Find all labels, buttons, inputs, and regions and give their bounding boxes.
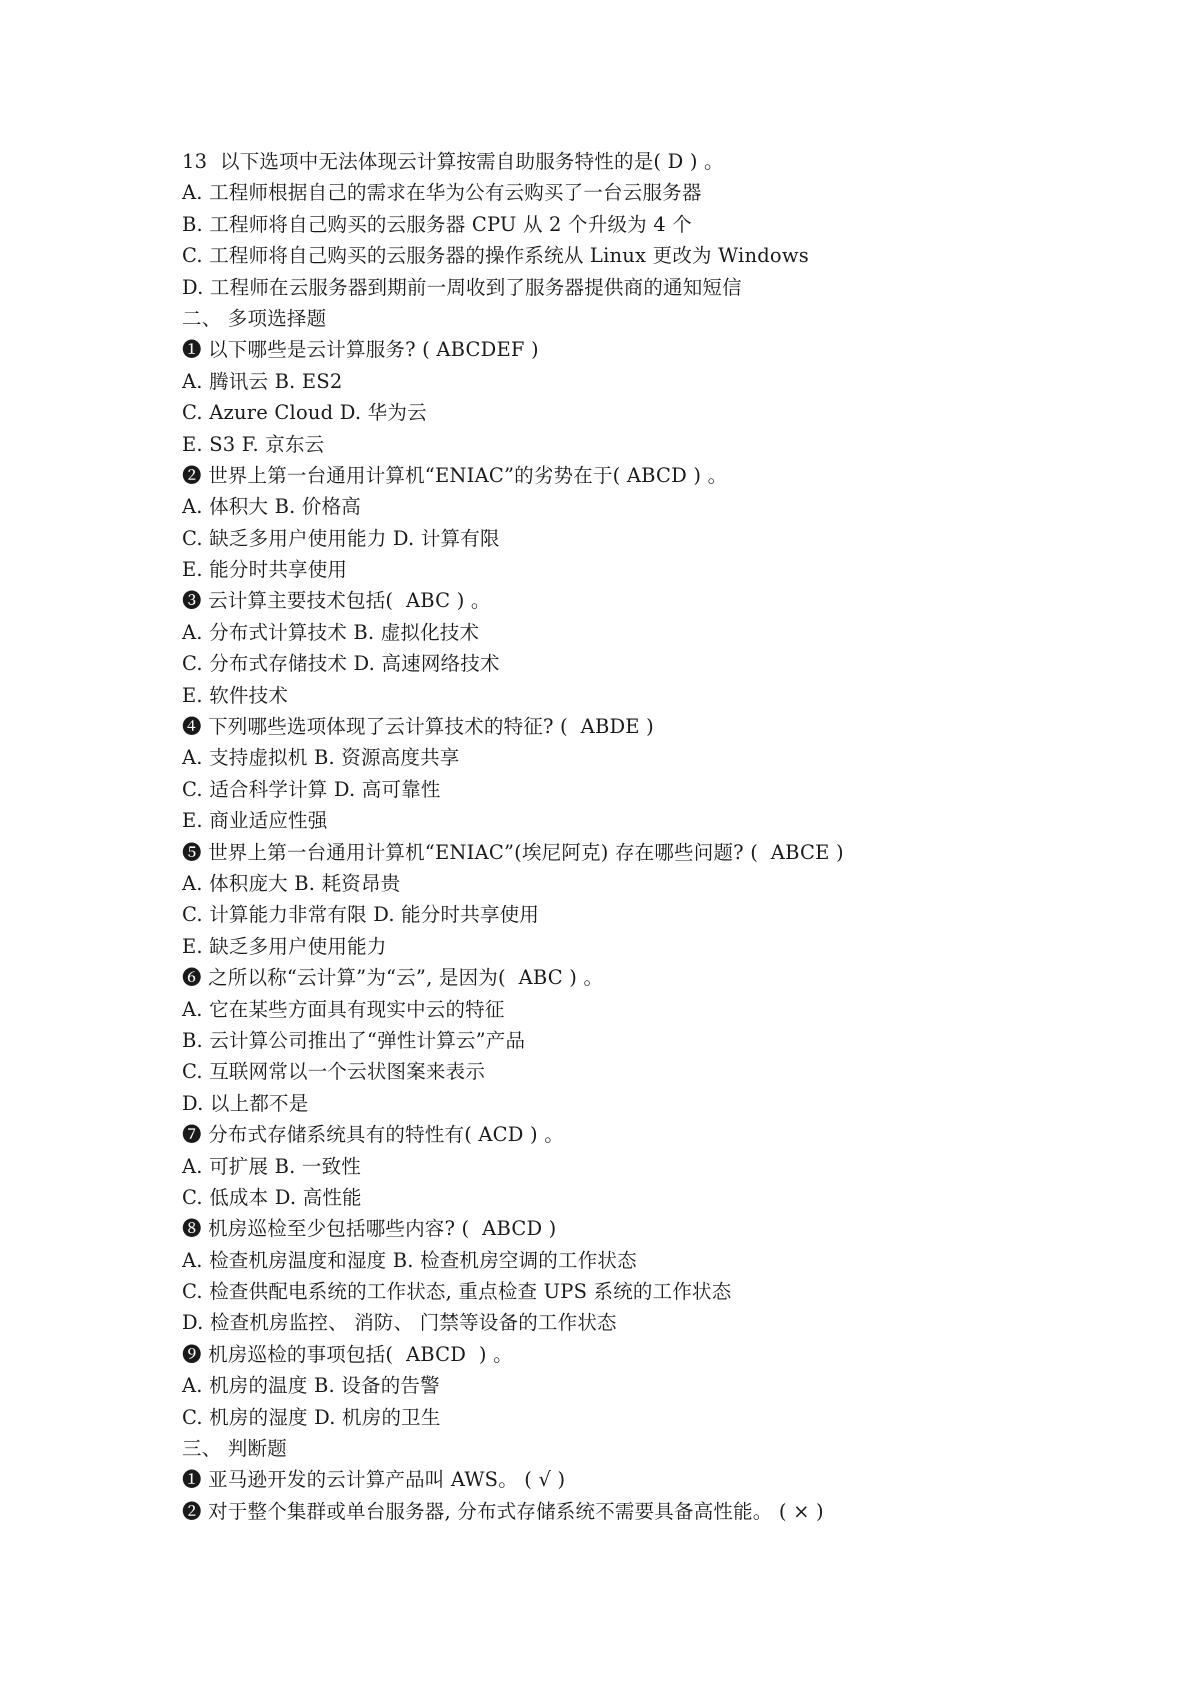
mc-question-3-option-e: E. 软件技术 <box>182 683 289 707</box>
tf-question-1: ❶ 亚马逊开发的云计算产品叫 AWS。 ( √ ) <box>182 1468 566 1492</box>
mc-question-7-options-cd: C. 低成本 D. 高性能 <box>182 1185 362 1209</box>
mc-question-8-option-d: D. 检查机房监控、 消防、 门禁等设备的工作状态 <box>182 1311 617 1335</box>
question-13-option-a: A. 工程师根据自己的需求在华为公有云购买了一台云服务器 <box>182 181 702 205</box>
question-13-option-b: B. 工程师将自己购买的云服务器 CPU 从 2 个升级为 4 个 <box>182 212 692 236</box>
tf-question-2: ❷ 对于整个集群或单台服务器, 分布式存储系统不需要具备高性能。 ( × ) <box>182 1499 824 1523</box>
mc-question-4-option-e: E. 商业适应性强 <box>182 809 328 833</box>
mc-question-1-stem: ❶ 以下哪些是云计算服务? ( ABCDEF ) <box>182 338 539 362</box>
section-heading-multiple-choice: 二、 多项选择题 <box>182 306 327 330</box>
mc-question-7-options-ab: A. 可扩展 B. 一致性 <box>182 1154 362 1178</box>
mc-question-4-options-cd: C. 适合科学计算 D. 高可靠性 <box>182 777 441 801</box>
section-heading-true-false: 三、 判断题 <box>182 1437 287 1461</box>
question-13-option-d: D. 工程师在云服务器到期前一周收到了服务器提供商的通知短信 <box>182 275 742 299</box>
mc-question-2-option-e: E. 能分时共享使用 <box>182 558 348 582</box>
mc-question-6-option-c: C. 互联网常以一个云状图案来表示 <box>182 1060 486 1084</box>
mc-question-6-option-b: B. 云计算公司推出了“弹性计算云”产品 <box>182 1028 526 1052</box>
mc-question-2-options-ab: A. 体积大 B. 价格高 <box>182 495 362 519</box>
mc-question-9-options-ab: A. 机房的温度 B. 设备的告警 <box>182 1374 440 1398</box>
mc-question-6-stem: ❻ 之所以称“云计算”为“云”, 是因为( ABC ) 。 <box>182 966 604 990</box>
mc-question-5-options-cd: C. 计算能力非常有限 D. 能分时共享使用 <box>182 903 540 927</box>
mc-question-8-options-ab: A. 检查机房温度和湿度 B. 检查机房空调的工作状态 <box>182 1248 637 1272</box>
mc-question-3-options-ab: A. 分布式计算技术 B. 虚拟化技术 <box>182 620 480 644</box>
mc-question-9-stem: ❾ 机房巡检的事项包括( ABCD ) 。 <box>182 1342 513 1366</box>
mc-question-8-option-c: C. 检查供配电系统的工作状态, 重点检查 UPS 系统的工作状态 <box>182 1280 732 1304</box>
mc-question-7-stem: ❼ 分布式存储系统具有的特性有( ACD ) 。 <box>182 1123 564 1147</box>
mc-question-6-option-d: D. 以上都不是 <box>182 1091 309 1115</box>
mc-question-2-stem: ❷ 世界上第一台通用计算机“ENIAC”的劣势在于( ABCD ) 。 <box>182 463 728 487</box>
mc-question-5-options-ab: A. 体积庞大 B. 耗资昂贵 <box>182 871 401 895</box>
mc-question-9-options-cd: C. 机房的湿度 D. 机房的卫生 <box>182 1405 441 1429</box>
mc-question-8-stem: ❽ 机房巡检至少包括哪些内容? ( ABCD ) <box>182 1217 557 1241</box>
question-13-stem: 13 以下选项中无法体现云计算按需自助服务特性的是( D ) 。 <box>182 150 724 173</box>
mc-question-1-options-ab: A. 腾讯云 B. ES2 <box>182 369 343 393</box>
mc-question-2-options-cd: C. 缺乏多用户使用能力 D. 计算有限 <box>182 526 500 550</box>
mc-question-1-options-ef: E. S3 F. 京东云 <box>182 432 325 456</box>
mc-question-4-stem: ❹ 下列哪些选项体现了云计算技术的特征? ( ABDE ) <box>182 715 654 739</box>
mc-question-1-options-cd: C. Azure Cloud D. 华为云 <box>182 401 427 425</box>
document-body <box>182 146 1142 1527</box>
mc-question-5-option-e: E. 缺乏多用户使用能力 <box>182 934 387 958</box>
mc-question-6-option-a: A. 它在某些方面具有现实中云的特征 <box>182 997 505 1021</box>
mc-question-3-stem: ❸ 云计算主要技术包括( ABC ) 。 <box>182 589 491 613</box>
question-13-option-c: C. 工程师将自己购买的云服务器的操作系统从 Linux 更改为 Windows <box>182 244 809 268</box>
mc-question-3-options-cd: C. 分布式存储技术 D. 高速网络技术 <box>182 652 500 676</box>
mc-question-4-options-ab: A. 支持虚拟机 B. 资源高度共享 <box>182 746 460 770</box>
mc-question-5-stem: ❺ 世界上第一台通用计算机“ENIAC”(埃尼阿克) 存在哪些问题? ( ABCE ) <box>182 840 844 864</box>
